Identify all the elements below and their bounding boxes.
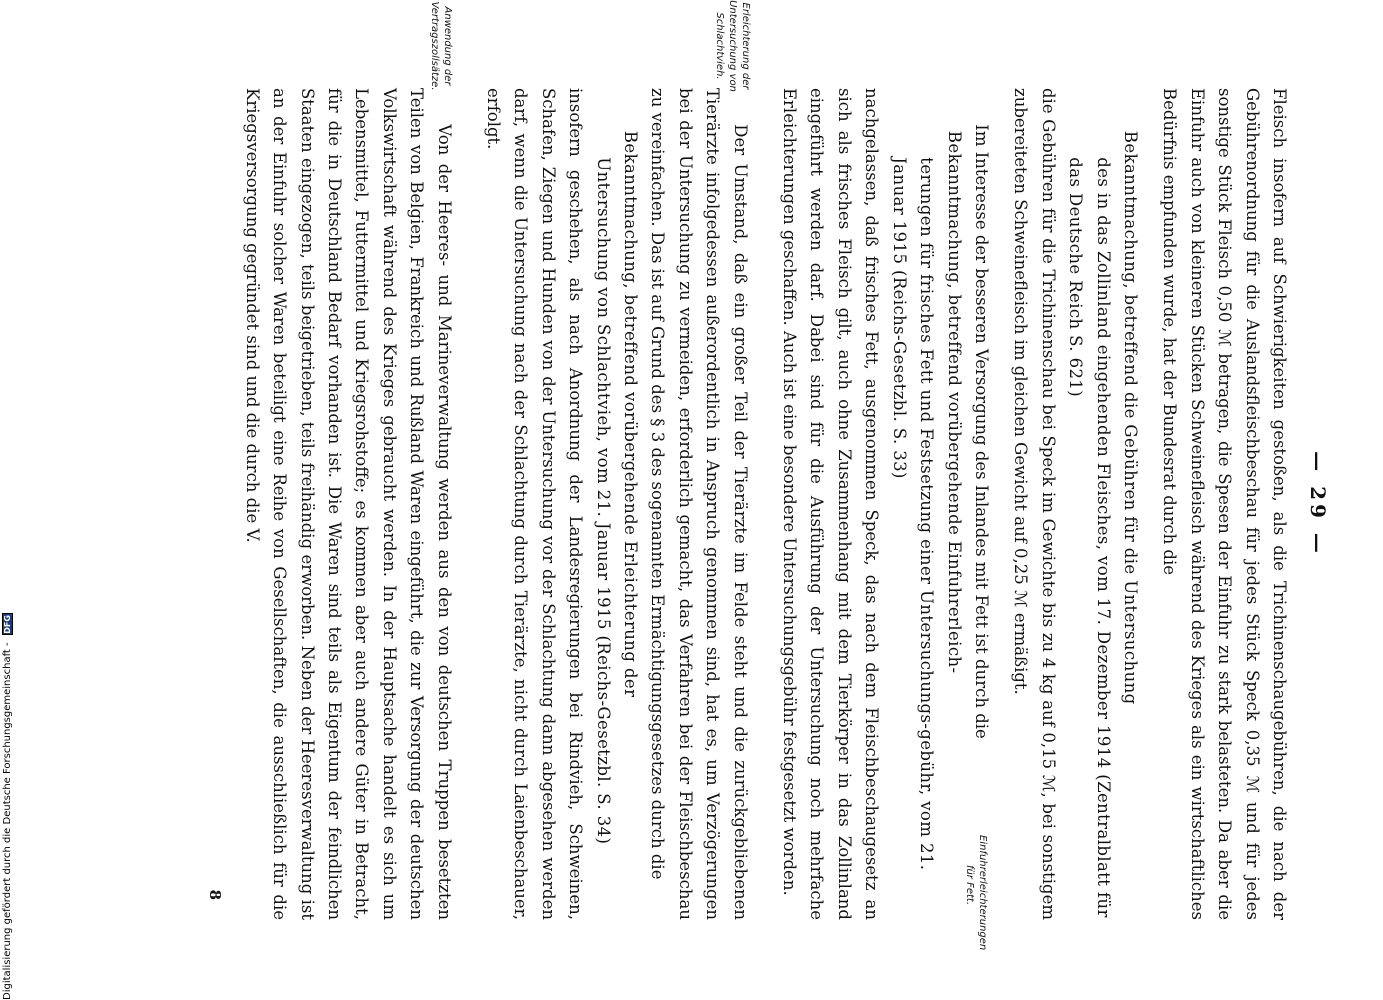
decree-3-title: Bekanntmachung, betreffend vorübergehende Erleichterung der [621, 130, 641, 698]
margin-note-fett: Einfuhrerleichterungen für Fett. [963, 835, 988, 951]
dfg-logo-icon: DFG [2, 615, 12, 634]
paragraph-9: insofern geschehen, als nach Anordnung der Landesregierungen bei Rindvieh, Schweinen, Schafen, Ziegen und Hunden von der Untersuchung vor der Schlachtung dann abgesehen werden darf, wenn die Untersuchung nach der Schlachtung durch Tierärzte, nicht durch Laienbeschauer, erfolgt. [484, 88, 586, 920]
page-number: — 29 — [1306, 451, 1330, 557]
margin-note-vertragszoll: Anwendung der Vertragszollsätze. [428, 1, 453, 91]
paragraph-7: Der Umstand, daß ein großer Teil der Tierärzte im Felde steht und die zurückgebliebenen Tierärzte infolgedessen außerordentlich in Anspruch genommen sind, hat es, um Verzögerungen bei der Untersuchung zu vermeiden, erforderlich gemacht, das Verfahren bei der Fleischbeschau zu vereinfachen. Das ist auf Grund des § 3 des sogenannten Ermächtigungsgesetzes durch die [648, 88, 750, 920]
sheet-signature: 8 [206, 889, 225, 900]
paragraph-10: Von der Heeres- und Marineverwaltung werden aus den von deutschen Truppen besetzten Teilen von Belgien, Frankreich und Rußland Waren eingeführt, die zur Versorgung der deutschen Volkswirtschaft während des Krieges gebraucht werden. In der Hauptsache handelt es sich um Lebensmittel, Futtermittel und Kriegsrohstoffe; es kommen aber auch andere Güter in Betracht, für die in Deutschland Bedarf vorhanden ist. Die Waren sind teils als Eigentum der feindlichen Staaten eingezogen, teils beigetrieben, teils freihändig erworben. Neben der Heeresverwaltung ist an der Einfuhr solcher Waren beteiligt eine Reihe von Gesellschaften, die ausschließlich für die Kriegsversorgung gegründet sind und die durch die V. [242, 88, 454, 920]
decree-1-details: des in das Zollinland eingehenden Fleisches, vom 17. Dezember 1914 (Zentralblatt für das Deutsche Reich S. 621) [1066, 157, 1113, 918]
footer-attribution [0, 0, 14, 1000]
margin-note-schlachtvieh: Erleichterung der Untersuchung von Schlachtvieh. [713, 0, 751, 92]
footer-text: Digitalisierung gefördert durch die Deutsche Forschungsgemeinschaft - [1, 642, 13, 1000]
scanned-page [143, 0, 1383, 1000]
decree-2-details: terungen für frisches Fett und Festsetzung einer Untersuchungs-gebühr, vom 21. Januar 1915 (Reichs-Gesetzbl. S. 33) [889, 157, 937, 871]
paragraph-4: Im Interesse der besseren Versorgung des Inlandes mit Fett ist durch die [971, 124, 991, 739]
decree-2-title: Bekanntmachung, betreffend vorübergehende Einfuhrerleich- [944, 130, 964, 674]
decree-1-title: Bekanntmachung, betreffend die Gebühren für die Untersuchung [1120, 130, 1140, 705]
paragraph-1: Fleisch insofern auf Schwierigkeiten gestoßen, als die Trichinenschaugebühren, die nach der Gebührenordnung für die Auslandsfleischbeschau für jedes Stück Speck 0,35 ℳ und für jedes sonstige Stück Fleisch 0,50 ℳ betragen, die Spesen der Einfuhr zu stark belasteten. Da aber die Einfuhr auch von kleineren Stücken Schweinefleisch während des Krieges als ein wirtschaftliches Bedürfnis empfunden wurde, hat der Bundesrat durch die [1160, 88, 1289, 920]
page-content [201, 0, 1293, 951]
paragraph-3: die Gebühren für die Trichinenschau bei Speck im Gewichte bis zu 4 kg auf 0,15 ℳ, bei sonstigem zubereiteten Schweinefleisch im gleichen Gewicht auf 0,25 ℳ ermäßigt. [1011, 88, 1058, 920]
decree-3-details: Untersuchung von Schlachtvieh, vom 21. Januar 1915 (Reichs-Gesetzbl. S. 34) [593, 157, 613, 845]
paragraph-6: nachgelassen, daß frisches Fett, ausgenommen Speck, das nach dem Fleischbeschaugesetz an sich als frisches Fleisch gilt, auch ohne Zusammenhang mit dem Tierkörper in das Zollinland eingeführt werden darf. Dabei sind für die Ausführung der Untersuchung noch mehrfache Erleichterungen geschaffen. Auch ist eine besondere Untersuchungsgebühr festgesetzt worden. [780, 88, 882, 920]
